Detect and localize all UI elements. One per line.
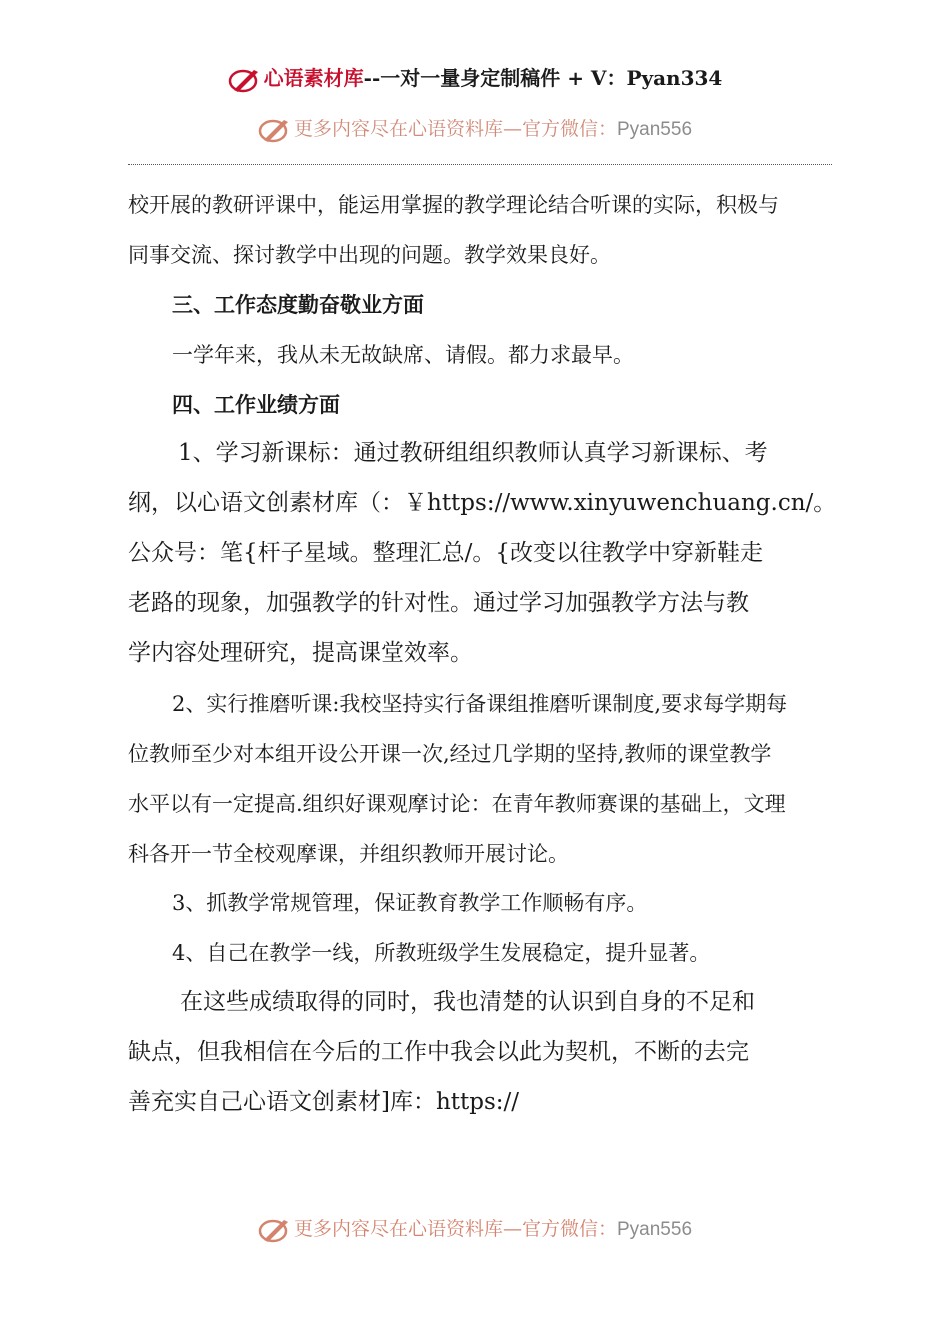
footer-wechat-text: 更多内容尽在心语资料库—官方微信： <box>293 1218 617 1240</box>
body-line: 在这些成绩取得的同时，我也清楚的认识到自身的不足和 <box>180 989 755 1015</box>
footer-wechat-id: Pyan556 <box>617 1219 693 1240</box>
body-line: 校开展的教研评课中，能运用掌握的教学理论结合听课的实际，积极与 <box>128 193 779 217</box>
section-heading-achievements: 四、工作业绩方面 <box>172 392 340 417</box>
body-line: 老路的现象，加强教学的针对性。通过学习加强教学方法与教 <box>128 590 749 616</box>
quill-logo-icon <box>258 116 292 144</box>
body-line: 公众号：笔{杆子星域。整理汇总/。{改变以往教学中穿新鞋走 <box>128 540 764 566</box>
header-wechat-line <box>0 114 950 144</box>
header-brand-line <box>0 62 950 94</box>
section-heading-attitude: 三、工作态度勤奋敬业方面 <box>172 292 424 317</box>
header-divider <box>128 164 832 165</box>
body-line: 同事交流、探讨教学中出现的问题。教学效果良好。 <box>128 243 611 267</box>
header-wechat-text: 更多内容尽在心语资料库—官方微信： <box>293 118 617 140</box>
footer-wechat-line <box>0 1214 950 1244</box>
body-line: 4、自己在教学一线，所教班级学生发展稳定，提升显著。 <box>172 941 711 965</box>
header-brand-slogan: --一对一量身定制稿件 + V：Pyan334 <box>363 66 723 90</box>
body-line: 2、实行推磨听课:我校坚持实行备课组推磨听课制度,要求每学期每 <box>172 692 788 716</box>
body-line: 1、学习新课标：通过教研组组织教师认真学习新课标、考 <box>178 440 768 466</box>
body-line: 纲，以心语文创素材库（：￥https://www.xinyuwenchuang.cn/。 <box>128 490 837 516</box>
header-brand-name: 心语素材库 <box>263 66 364 90</box>
header-wechat-id: Pyan556 <box>617 119 693 140</box>
body-line: 缺点，但我相信在今后的工作中我会以此为契机，不断的去完 <box>128 1039 749 1065</box>
body-line: 科各开一节全校观摩课，并组织教师开展讨论。 <box>128 842 569 866</box>
quill-logo-icon <box>228 66 262 94</box>
body-line: 一学年来，我从未无故缺席、请假。都力求最早。 <box>172 343 634 367</box>
body-line: 学内容处理研究，提高课堂效率。 <box>128 640 473 666</box>
body-line: 善充实自己心语文创素材]库：https:// <box>128 1089 520 1115</box>
body-line: 3、抓教学常规管理，保证教育教学工作顺畅有序。 <box>172 891 648 915</box>
body-line: 水平以有一定提高.组织好课观摩讨论：在青年教师赛课的基础上，文理 <box>128 792 786 816</box>
quill-logo-icon <box>258 1216 292 1244</box>
body-line: 位教师至少对本组开设公开课一次,经过几学期的坚持,教师的课堂教学 <box>128 742 772 766</box>
